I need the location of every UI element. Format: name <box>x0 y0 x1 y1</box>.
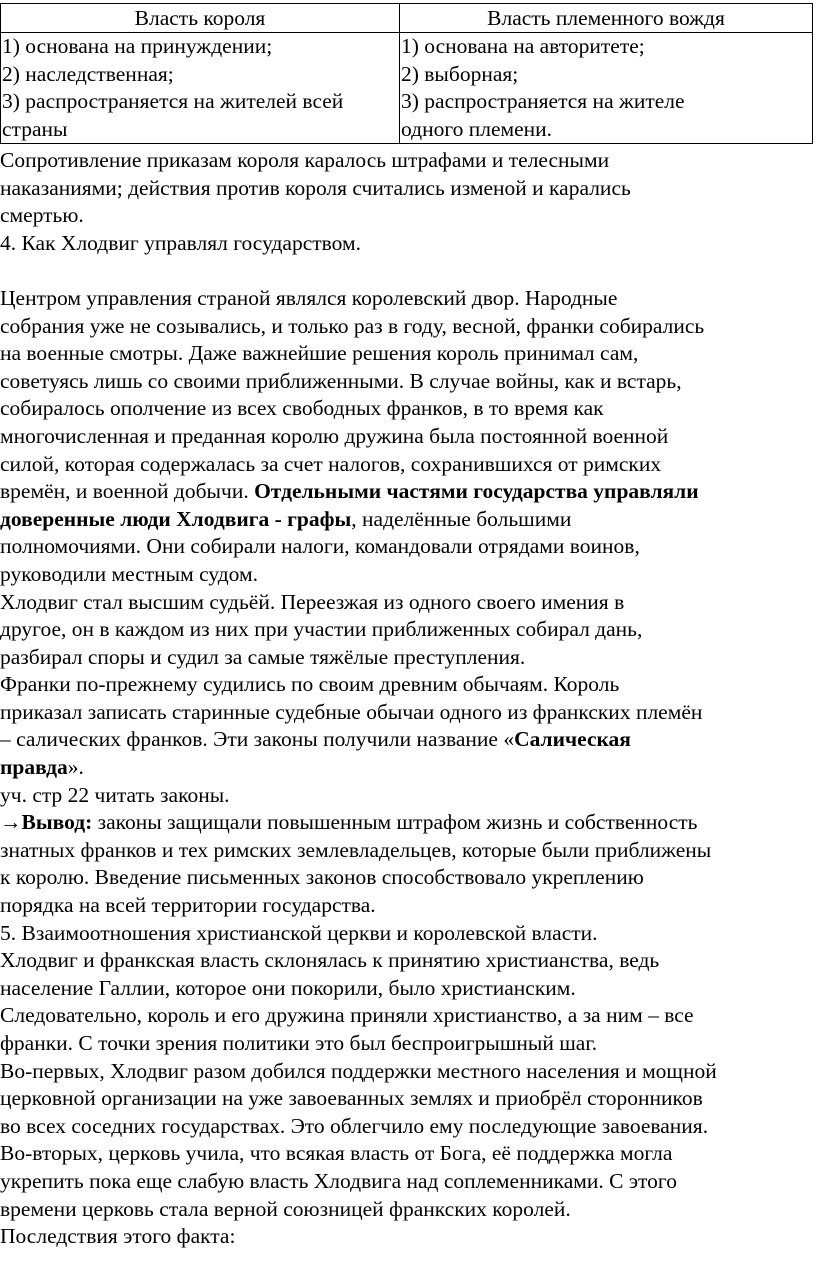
text-line <box>0 340 816 368</box>
text-line <box>0 920 816 948</box>
text-run: 4. Как Хлодвиг управлял государством. <box>0 230 361 255</box>
text-line <box>0 975 816 1003</box>
text-run: на военные смотры. Даже важнейшие решения король принимал сам, <box>0 341 639 366</box>
table-row <box>1 33 813 144</box>
text-run: Франки по-прежнему судились по своим древним обычаям. Король <box>0 672 620 697</box>
text-line <box>0 451 816 479</box>
text-line <box>0 202 816 230</box>
text-run: , наделённые большими <box>351 506 572 531</box>
text-line <box>0 395 816 423</box>
text-run: Сопротивление приказам короля каралось штрафами и телесными <box>0 148 610 172</box>
text-run: многочисленная и преданная королю дружина была постоянной военной <box>0 423 669 448</box>
text-line <box>0 671 816 699</box>
text-run: приказал записать старинные судебные обычаи одного из франкских племён <box>0 699 703 724</box>
text-run: население Галлии, которое они покорили, было христианским. <box>0 975 576 1000</box>
text-line <box>0 506 816 534</box>
text-run: руководили местным судом. <box>0 561 258 586</box>
text-run: укрепить пока еще слабую власть Хлодвига над соплеменниками. С этого <box>0 1168 677 1193</box>
text-line <box>0 837 816 865</box>
text-run: времён, и военной добычи. <box>0 479 255 504</box>
text-line <box>0 864 816 892</box>
text-line <box>0 313 816 341</box>
king-line-1: 1) основана на принуждении; <box>2 34 273 58</box>
text-run: Последствия этого факта: <box>0 1224 236 1249</box>
text-line <box>0 1058 816 1086</box>
text-line <box>0 561 816 589</box>
text-run: Хлодвиг стал высшим судьёй. Переезжая из одного своего имения в <box>0 589 625 614</box>
text-line <box>0 809 816 837</box>
document-body <box>0 147 816 1251</box>
text-run: советуясь лишь со своими приближенными. В случае войны, как и встарь, <box>0 368 682 393</box>
chief-line-2: 2) выборная; <box>401 61 519 86</box>
text-run: смертью. <box>0 203 84 228</box>
text-line <box>0 423 816 451</box>
bold-run: →Вывод: <box>0 810 93 835</box>
text-run: силой, которая содержалась за счет налогов, сохранившихся от римских <box>0 451 662 476</box>
text-line <box>0 589 816 617</box>
king-line-3: 3) распространяется на жителей всей <box>2 89 344 114</box>
bold-run: правда <box>0 755 68 780</box>
text-line <box>0 616 816 644</box>
text-run: порядка на всей территории государства. <box>0 893 376 918</box>
text-run: наказаниями; действия против короля считались изменой и карались <box>0 175 631 200</box>
chief-power-cell <box>400 33 813 144</box>
text-run: Во-вторых, церковь учила, что всякая власть от Бога, её поддержка могла <box>0 1141 673 1166</box>
text-run: ». <box>67 755 84 780</box>
text-run: Хлодвиг и франкская власть склонялась к принятию христианства, ведь <box>0 948 660 973</box>
king-line-4: страны <box>2 116 68 141</box>
text-run: Во-первых, Хлодвиг разом добился поддержки местного населения и мощной <box>0 1058 717 1083</box>
bold-run: Салическая <box>514 727 631 752</box>
text-line <box>0 1196 816 1224</box>
text-line <box>0 368 816 396</box>
text-line <box>0 892 816 920</box>
text-run: к королю. Введение письменных законов способствовало укреплению <box>0 865 644 890</box>
text-run: Центром управления страной являлся королевский двор. Народные <box>0 285 618 310</box>
table-header-row <box>1 4 813 33</box>
text-line <box>0 478 816 506</box>
text-run: полномочиями. Они собирали налоги, командовали отрядами воинов, <box>0 534 640 559</box>
text-line <box>0 175 816 203</box>
text-line <box>0 1140 816 1168</box>
blank-line <box>0 257 816 285</box>
text-line <box>0 1085 816 1113</box>
text-line <box>0 947 816 975</box>
text-run: собиралось ополчение из всех свободных франков, в то время как <box>0 396 604 421</box>
text-run: франки. С точки зрения политики это был беспроигрышный шаг. <box>0 1031 598 1055</box>
header-chief-power: Власть племенного вождя <box>400 4 813 33</box>
text-line <box>0 644 816 672</box>
text-line <box>0 699 816 727</box>
text-run: разбирал споры и судил за самые тяжёлые преступления. <box>0 644 526 669</box>
header-king-power: Власть короля <box>1 4 400 33</box>
text-line <box>0 1168 816 1196</box>
text-run: церковной организации на уже завоеванных землях и приобрёл сторонников <box>0 1086 703 1111</box>
text-run: законы защищали повышенным штрафом жизнь и собственность <box>92 810 698 835</box>
text-line <box>0 533 816 561</box>
king-power-cell <box>1 33 400 144</box>
text-line <box>0 754 816 782</box>
text-run: времени церковь стала верной союзницей франкских королей. <box>0 1196 571 1221</box>
text-run: собрания уже не созывались, и только раз в году, весной, франки собирались <box>0 313 705 338</box>
text-line <box>0 782 816 810</box>
text-run: Следовательно, король и его дружина приняли христианство, а за ним – все <box>0 1003 694 1028</box>
bold-run: Отдельными частями государства управляли <box>254 479 699 504</box>
text-run: знатных франков и тех римских землевладельцев, которые были приближены <box>0 837 712 862</box>
text-run: другое, он в каждом из них при участии приближенных собирал дань, <box>0 617 643 642</box>
text-line <box>0 147 816 175</box>
text-run: уч. стр 22 читать законы. <box>0 782 230 807</box>
comparison-table <box>0 3 813 144</box>
king-line-2: 2) наследственная; <box>2 61 174 86</box>
text-run: 5. Взаимоотношения христианской церкви и королевской власти. <box>0 920 598 945</box>
chief-line-4: одного племени. <box>401 116 553 141</box>
text-line <box>0 285 816 313</box>
text-line <box>0 726 816 754</box>
text-run: во всех соседних государствах. Это облегчило ему последующие завоевания. <box>0 1113 709 1138</box>
chief-line-3: 3) распространяется на жителе <box>401 89 685 114</box>
text-line <box>0 230 816 258</box>
text-line <box>0 1030 816 1058</box>
chief-line-1: 1) основана на авторитете; <box>401 34 645 58</box>
text-run: – салических франков. Эти законы получили название « <box>0 727 515 752</box>
text-line <box>0 1223 816 1251</box>
text-line <box>0 1002 816 1030</box>
bold-run: доверенные люди Хлодвига - графы <box>0 506 352 531</box>
text-line <box>0 1113 816 1141</box>
